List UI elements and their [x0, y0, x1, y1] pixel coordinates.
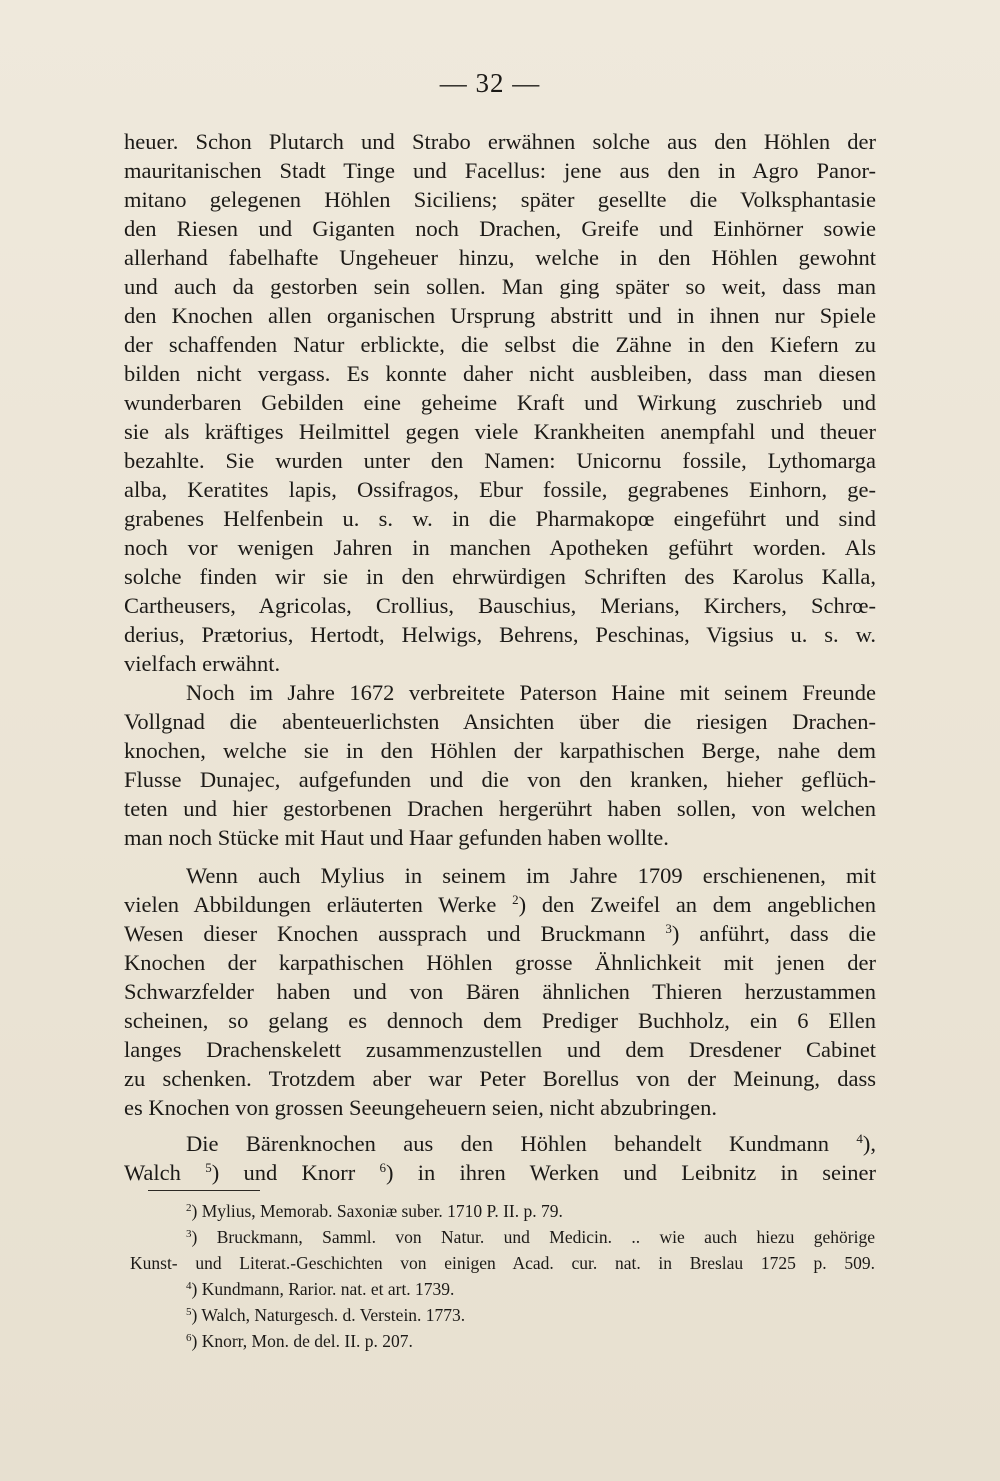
- paragraph: [124, 678, 876, 852]
- text-line: Vollgnad die abenteuerlichsten Ansichten über die riesigen Drachen-: [124, 709, 876, 734]
- page-number: — 32 —: [439, 68, 541, 98]
- text-line: Flusse Dunajec, aufgefunden und die von den kranken, hieher geflüch-: [124, 767, 876, 792]
- footnote: $^3$) Bruckmann, Samml. von Natur. und Medicin. .. wie auch hiezu gehörige: [186, 1227, 875, 1247]
- text-line: Noch im Jahre 1672 verbreitete Paterson Haine mit seinem Freunde: [186, 680, 876, 705]
- text-line: knochen, welche sie in den Höhlen der karpathischen Berge, nahe dem: [124, 738, 876, 763]
- text-line: noch vor wenigen Jahren in manchen Apotheken geführt worden. Als: [124, 535, 876, 560]
- footnote: $^6$) Knorr, Mon. de del. II. p. 207.: [186, 1331, 413, 1351]
- text-line: mitano gelegenen Höhlen Siciliens; später gesellte die Volksphantasie: [124, 187, 876, 212]
- footnotes: [130, 1198, 875, 1354]
- paragraph: [124, 1129, 876, 1187]
- footnote: $^5$) Walch, Naturgesch. d. Verstein. 1773.: [186, 1305, 466, 1325]
- text-line: wunderbaren Gebilden eine geheime Kraft und Wirkung zuschrieb und: [124, 390, 876, 415]
- text-line: derius, Prætorius, Hertodt, Helwigs, Behrens, Peschinas, Vigsius u. s. w.: [124, 622, 876, 647]
- text-line: teten und hier gestorbenen Drachen hergerührt haben sollen, von welchen: [124, 796, 876, 821]
- text-line: Cartheusers, Agricolas, Crollius, Bauschius, Merians, Kirchers, Schrœ-: [124, 593, 876, 618]
- text-line: mauritanischen Stadt Tinge und Facellus: jene aus den in Agro Panor-: [124, 158, 876, 183]
- text-line: solche finden wir sie in den ehrwürdigen Schriften des Karolus Kalla,: [124, 564, 876, 589]
- text-line: es Knochen von grossen Seeungeheuern seien, nicht abzubringen.: [124, 1095, 717, 1120]
- text-line: der schaffenden Natur erblickte, die selbst die Zähne in den Kiefern zu: [124, 332, 876, 357]
- text-line: zu schenken. Trotzdem aber war Peter Borellus von der Meinung, dass: [124, 1066, 876, 1091]
- footnote: $^2$) Mylius, Memorab. Saxoniæ suber. 1710 P. II. p. 79.: [186, 1201, 563, 1221]
- text-line: allerhand fabelhafte Ungeheuer hinzu, welche in den Höhlen gewohnt: [124, 245, 876, 270]
- text-line: und auch da gestorben sein sollen. Man ging später so weit, dass man: [124, 274, 876, 299]
- text-line: den Riesen und Giganten noch Drachen, Greife und Einhörner sowie: [124, 216, 876, 241]
- text-line: grabenes Helfenbein u. s. w. in die Pharmakopœ eingeführt und sind: [124, 506, 876, 531]
- text-line: vielfach erwähnt.: [124, 651, 281, 676]
- text-line: bezahlte. Sie wurden unter den Namen: Unicornu fossile, Lythomarga: [124, 448, 876, 473]
- paragraph: [124, 127, 876, 678]
- text-line: langes Drachenskelett zusammenzustellen und dem Dresdener Cabinet: [124, 1037, 876, 1062]
- text-line: Die Bärenknochen aus den Höhlen behandelt Kundmann $^4$),: [186, 1131, 876, 1156]
- text-line: bilden nicht vergass. Es konnte daher nicht ausbleiben, dass man diesen: [124, 361, 876, 386]
- text-line: vielen Abbildungen erläuterten Werke $^2$) den Zweifel an dem angeblichen: [124, 892, 876, 917]
- footnote-separator: [148, 1190, 260, 1191]
- text-line: Schwarzfelder haben und von Bären ähnlichen Thieren herzustammen: [124, 979, 876, 1004]
- text-line: sie als kräftiges Heilmittel gegen viele Krankheiten anempfahl und theuer: [124, 419, 876, 444]
- footnote: Kunst- und Literat.-Geschichten von einigen Acad. cur. nat. in Breslau 1725 p. 509.: [130, 1253, 875, 1273]
- text-line: alba, Keratites lapis, Ossifragos, Ebur fossile, gegrabenes Einhorn, ge-: [124, 477, 876, 502]
- text-line: Walch $^5$) und Knorr $^6$) in ihren Werken und Leibnitz in seiner: [124, 1160, 876, 1185]
- footnote: $^4$) Kundmann, Rarior. nat. et art. 1739.: [186, 1279, 455, 1299]
- text-line: den Knochen allen organischen Ursprung abstritt und in ihnen nur Spiele: [124, 303, 876, 328]
- text-line: man noch Stücke mit Haut und Haar gefunden haben wollte.: [124, 825, 669, 850]
- text-line: scheinen, so gelang es dennoch dem Prediger Buchholz, ein 6 Ellen: [124, 1008, 876, 1033]
- text-line: Knochen der karpathischen Höhlen grosse Ähnlichkeit mit jenen der: [124, 950, 876, 975]
- paragraph: [124, 861, 876, 1122]
- text-line: Wenn auch Mylius in seinem im Jahre 1709 erschienenen, mit: [186, 863, 876, 888]
- text-line: Wesen dieser Knochen aussprach und Bruckmann $^3$) anführt, dass die: [124, 921, 876, 946]
- text-line: heuer. Schon Plutarch und Strabo erwähnen solche aus den Höhlen der: [124, 129, 876, 154]
